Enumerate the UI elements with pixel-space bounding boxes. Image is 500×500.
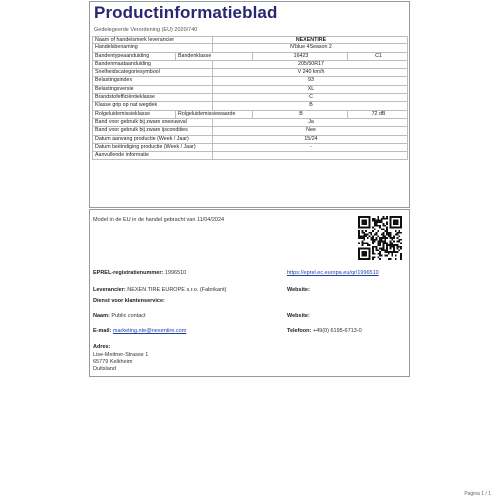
row-value-primary: 16423 [253, 53, 348, 60]
phone-value: +49(0) 6195-6713-0 [312, 328, 362, 334]
name-value: Public contact [111, 313, 146, 319]
row-value: XL [307, 85, 315, 92]
row-value: Nee [306, 127, 316, 134]
table-row [92, 53, 408, 61]
email-link[interactable]: marketing.nte@nexentire.com [112, 328, 187, 334]
product-info-table [92, 36, 408, 160]
row-label: Snelheidscategoriesymbool [93, 69, 213, 76]
table-row [92, 77, 408, 85]
document-title: Productinformatieblad [94, 3, 278, 22]
row-value: 205/50R17 [298, 60, 324, 67]
row-label: Aanvullende informatie [93, 152, 213, 159]
eprel-link[interactable]: https://eprel.ec.europa.eu/qr/1996510 [287, 270, 379, 276]
service-label: Dienst voor klantenservice: [93, 298, 165, 304]
table-row [92, 111, 408, 119]
table-row [92, 94, 408, 102]
table-row [92, 102, 408, 110]
row-label: Bandentypeaanduiding [93, 53, 176, 60]
name-line [93, 313, 146, 319]
row-value: 15/24 [304, 135, 318, 142]
page-number: Pagina 1 / 1 [464, 491, 491, 497]
table-row [92, 152, 408, 160]
supplier-label: Leverancier: [93, 287, 126, 293]
row-value-secondary: C1 [375, 52, 382, 59]
table-row [92, 86, 408, 94]
row-label: Handelsbenaming [93, 44, 213, 51]
product-info-sheet [89, 1, 410, 208]
supplier-value: NEXEN TIRE EUROPE s.r.o. (Fabrikant) [127, 287, 227, 293]
row-label: Band voor gebruik bij zware ijscondities [93, 127, 213, 134]
row-value: B [309, 102, 313, 109]
table-row [92, 61, 408, 69]
table-row [92, 127, 408, 135]
row-value-primary: B [253, 111, 348, 118]
row-value: NEXENTIRE [295, 37, 327, 43]
table-row [92, 119, 408, 127]
eprel-line [93, 270, 186, 276]
row-value [213, 152, 407, 159]
row-label: Klasse grip op nat wegdek [93, 102, 213, 109]
regulation-reference: Gedelegeerde Verordening (EU) 2020/740 [94, 27, 198, 33]
row-label-secondary: Rolgeluidemissiewaarde [176, 111, 253, 118]
email-line [93, 328, 186, 334]
row-value: - [310, 143, 312, 150]
table-row [92, 136, 408, 144]
table-row [92, 36, 408, 44]
address-line-1: Lise-Meitner-Strasse 1 [93, 352, 149, 358]
row-value: V 240 km/h [297, 69, 325, 76]
supplier-info-panel [89, 209, 410, 377]
phone-line [287, 328, 362, 334]
email-label: E-mail: [93, 328, 112, 334]
row-label-secondary: Bandenklasse [176, 53, 253, 60]
row-value-secondary: 72 dB [371, 110, 386, 117]
qr-code-icon [358, 216, 402, 260]
row-label: Brandstofefficiëntieklasse [93, 94, 213, 101]
address-line-2: 65779 Kelkheim [93, 359, 133, 365]
row-value: 93 [308, 77, 314, 84]
row-label: Naam of handelsmerk leverancier [93, 37, 213, 43]
website-label: Website: [287, 287, 310, 293]
market-intro-text: Model in de EU in de handel gebracht van 11/04/2024 [93, 217, 225, 223]
row-label: Belastingsindex [93, 77, 213, 84]
table-row [92, 69, 408, 77]
row-label: Rolgeluidemissieklasse [93, 111, 176, 118]
name-label: Naam: [93, 313, 110, 319]
row-value: N'blue 4Season 2 [290, 44, 332, 51]
row-label: Band voor gebruik bij zware sneeuwval [93, 119, 213, 126]
eprel-label: EPREL-registratienummer: [93, 270, 164, 276]
address-line-3: Duitsland [93, 366, 116, 372]
website2-label: Website: [287, 313, 310, 319]
supplier-line [93, 287, 226, 293]
row-value: Ja [308, 118, 314, 125]
row-label: Datum aanvang productie (Week / Jaar) [93, 136, 213, 143]
phone-label: Telefoon: [287, 328, 312, 334]
row-label: Bandenmaataanduiding [93, 61, 213, 68]
table-row [92, 44, 408, 52]
row-label: Belastingsversie [93, 86, 213, 93]
row-label: Datum beëindiging productie (Week / Jaar) [93, 144, 213, 151]
address-label: Adres: [93, 344, 111, 350]
row-value: C [309, 94, 313, 101]
table-row [92, 144, 408, 152]
eprel-number: 1996510 [164, 270, 187, 276]
